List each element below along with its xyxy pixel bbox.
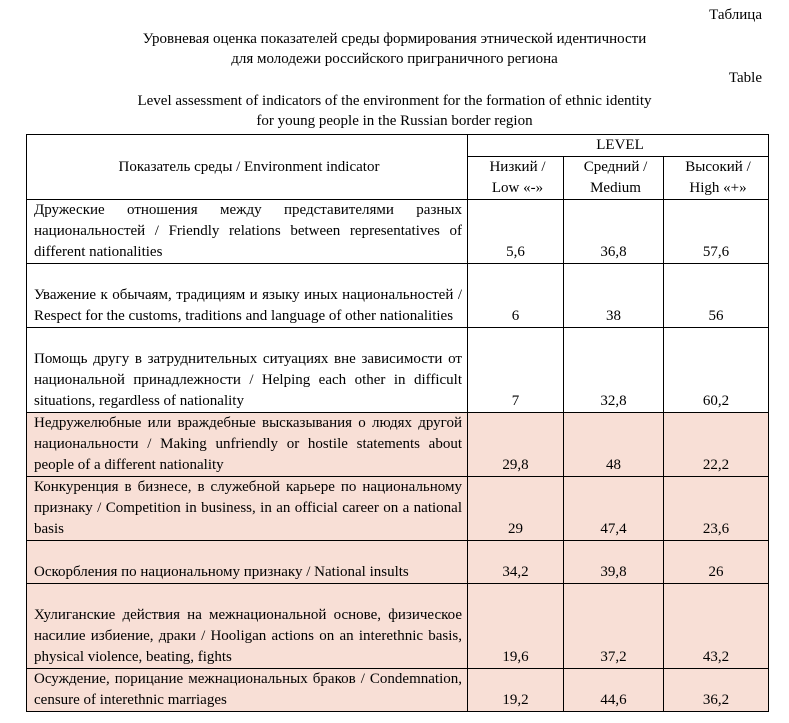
data-table — [26, 134, 769, 712]
indicator-cell: Дружеские отношения между представителями разных национальностей / Friendly relations between representatives of different nationalities — [27, 200, 468, 264]
table-row — [27, 584, 769, 669]
high-cell: 26 — [664, 541, 769, 584]
indicator-cell: Недружелюбные или враждебные высказывания о людях другой национальности / Making unfriendly or hostile statements about people of a different nationality — [27, 413, 468, 477]
header-indicator: Показатель среды / Environment indicator — [27, 135, 468, 200]
table-row — [27, 541, 769, 584]
table-row — [27, 200, 769, 264]
high-cell: 56 — [664, 264, 769, 328]
medium-cell: 47,4 — [564, 477, 664, 541]
indicator-cell: Хулиганские действия на межнациональной основе, физическое насилие избиение, драки / Hooligan actions on an interethnic basis, physical violence, beating, fights — [27, 584, 468, 669]
table-body — [27, 200, 769, 712]
indicator-cell: Уважение к обычаям, традициям и языку иных национальностей / Respect for the customs, traditions and language of other nationalities — [27, 264, 468, 328]
high-cell: 36,2 — [664, 669, 769, 712]
caption-title-ru-line1: Уровневая оценка показателей среды формирования этнической идентичности — [142, 31, 647, 47]
medium-cell: 38 — [564, 264, 664, 328]
table-row — [27, 328, 769, 413]
medium-cell: 39,8 — [564, 541, 664, 584]
medium-cell: 36,8 — [564, 200, 664, 264]
low-cell: 6 — [468, 264, 564, 328]
medium-cell: 32,8 — [564, 328, 664, 413]
header-level: LEVEL — [468, 135, 769, 157]
indicator-cell: Осуждение, порицание межнациональных браков / Condemnation, censure of interethnic marriages — [27, 669, 468, 712]
table-row — [27, 264, 769, 328]
low-cell: 34,2 — [468, 541, 564, 584]
high-cell: 43,2 — [664, 584, 769, 669]
table-row — [27, 669, 769, 712]
header-low: Низкий / Low «-» — [468, 157, 564, 200]
medium-cell: 44,6 — [564, 669, 664, 712]
medium-cell: 37,2 — [564, 584, 664, 669]
table-row — [27, 477, 769, 541]
low-cell: 5,6 — [468, 200, 564, 264]
high-cell: 60,2 — [664, 328, 769, 413]
medium-cell: 48 — [564, 413, 664, 477]
caption-title-ru-line2: для молодежи российского приграничного региона — [231, 51, 558, 67]
indicator-cell: Конкуренция в бизнесе, в служебной карьере по национальному признаку / Competition in business, in an official career on a national basis — [27, 477, 468, 541]
caption-title-en-line1: Level assessment of indicators of the environment for the formation of ethnic identity — [137, 93, 652, 109]
high-cell: 23,6 — [664, 477, 769, 541]
indicator-cell: Оскорбления по национальному признаку / National insults — [27, 541, 468, 584]
low-cell: 19,2 — [468, 669, 564, 712]
high-cell: 22,2 — [664, 413, 769, 477]
header-high: Высокий / High «+» — [664, 157, 769, 200]
low-cell: 29 — [468, 477, 564, 541]
caption-label-ru: Таблица — [709, 7, 762, 23]
header-medium: Средний / Medium — [564, 157, 664, 200]
caption-label-en: Table — [728, 70, 762, 86]
caption-title-en-line2: for young people in the Russian border region — [256, 113, 533, 129]
low-cell: 29,8 — [468, 413, 564, 477]
indicator-cell: Помощь другу в затруднительных ситуациях вне зависимости от национальной принадлежности / Helping each other in difficult situations, regardless of nationality — [27, 328, 468, 413]
low-cell: 7 — [468, 328, 564, 413]
table-row — [27, 413, 769, 477]
high-cell: 57,6 — [664, 200, 769, 264]
table-header — [27, 135, 769, 200]
low-cell: 19,6 — [468, 584, 564, 669]
